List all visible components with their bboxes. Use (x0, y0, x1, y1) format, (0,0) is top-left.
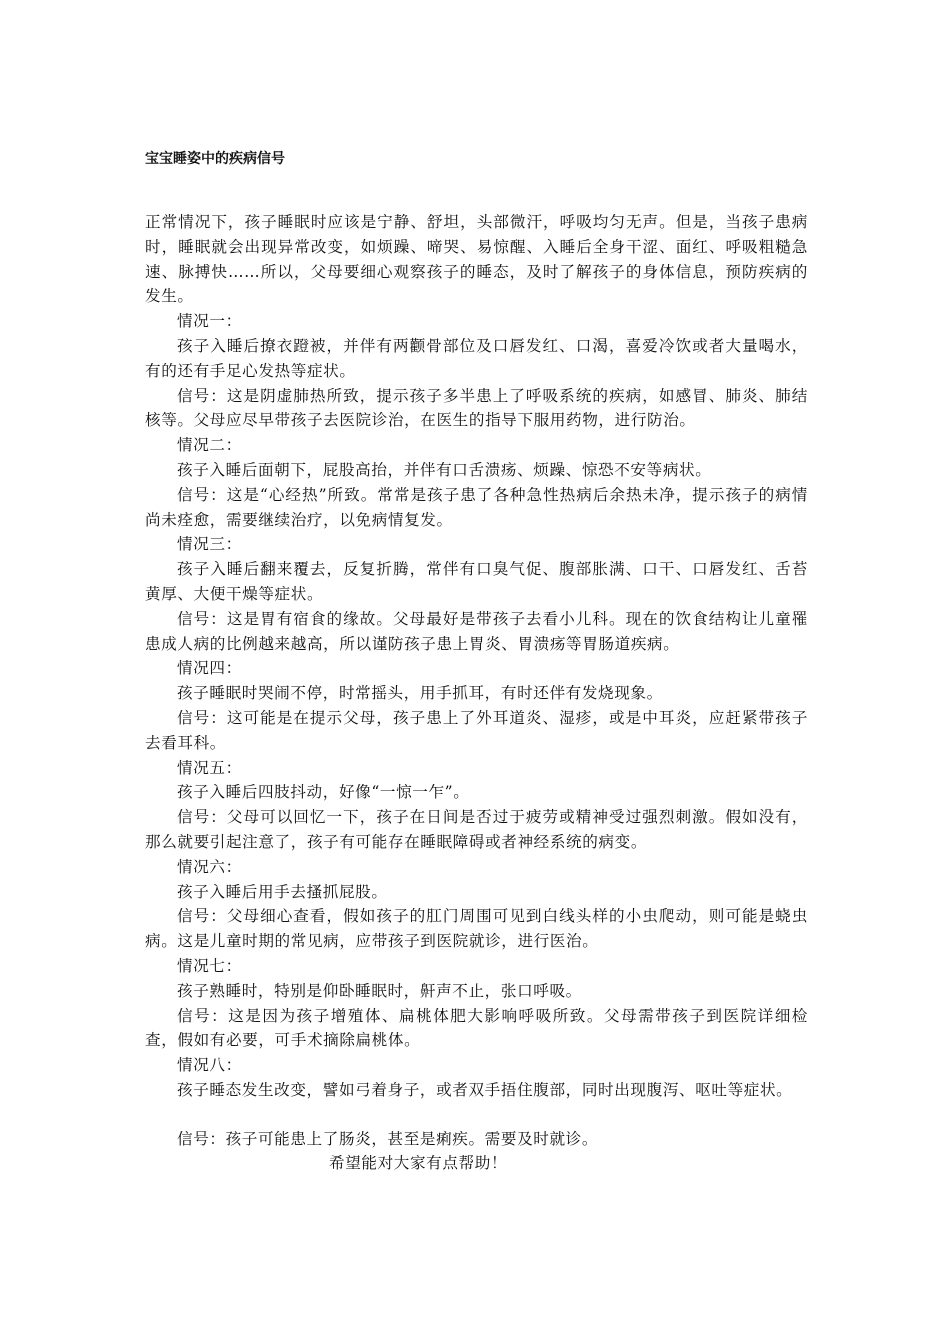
case-3-symptom: 孩子入睡后翻来覆去，反复折腾，常伴有口臭气促、腹部胀满、口干、口唇发红、舌苔黄厚、大便干燥等症状。 (145, 560, 808, 603)
case-6-heading: 情况六： (177, 857, 242, 876)
case-5-signal: 信号：父母可以回忆一下，孩子在日间是否过于疲劳或精神受过强烈刺激。假如没有，那么就要引起注意了，孩子有可能存在睡眠障碍或者神经系统的病变。 (145, 808, 808, 851)
case-4-symptom: 孩子睡眠时哭闹不停，时常摇头，用手抓耳，有时还伴有发烧现象。 (177, 684, 663, 703)
case-8-heading: 情况八： (177, 1056, 242, 1075)
case-2-symptom: 孩子入睡后面朝下，屁股高抬，并伴有口舌溃疡、烦躁、惊恐不安等病状。 (177, 460, 712, 479)
case-4-signal: 信号：这可能是在提示父母，孩子患上了外耳道炎、湿疹，或是中耳炎，应赶紧带孩子去看耳科。 (145, 708, 808, 752)
case-7-heading: 情况七： (177, 956, 242, 975)
case-3-signal: 信号：这是胃有宿食的缘故。父母最好是带孩子去看小儿科。现在的饮食结构让儿童罹患成人病的比例越来越高，所以谨防孩子患上胃炎、胃溃疡等胃肠道疾病。 (145, 609, 808, 653)
case-1-heading: 情况一： (177, 312, 242, 331)
case-7-symptom: 孩子熟睡时，特别是仰卧睡眠时，鼾声不止，张口呼吸。 (177, 981, 582, 1000)
document-title: 宝宝睡姿中的疾病信号 (145, 151, 285, 167)
closing-line: 希望能对大家有点帮助！ (329, 1154, 508, 1173)
case-2-heading: 情况二： (177, 436, 242, 455)
case-5-heading: 情况五： (177, 758, 242, 777)
case-1-signal: 信号：这是阴虚肺热所致，提示孩子多半患上了呼吸系统的疾病，如感冒、肺炎、肺结核等。父母应尽早带孩子去医院诊治，在医生的指导下服用药物，进行防治。 (145, 386, 808, 430)
case-4-heading: 情况四： (177, 659, 242, 678)
intro-paragraph: 正常情况下，孩子睡眠时应该是宁静、舒坦，头部微汗，呼吸均匀无声。但是，当孩子患病时，睡眠就会出现异常改变，如烦躁、啼哭、易惊醒、入睡后全身干涩、面红、呼吸粗糙急速、脉搏快……所以，父母要细心观察孩子的睡态，及时了解孩子的身体信息，预防疾病的发生。 (145, 213, 808, 306)
case-7-signal: 信号：这是因为孩子增殖体、扁桃体肥大影响呼吸所致。父母需带孩子到医院详细检查，假如有必要，可手术摘除扁桃体。 (145, 1006, 808, 1050)
case-6-symptom: 孩子入睡后用手去搔抓屁股。 (177, 882, 388, 901)
document-body (145, 210, 808, 1176)
case-8-symptom: 孩子睡态发生改变，譬如弓着身子，或者双手捂住腹部，同时出现腹泻、呕吐等症状。 (177, 1080, 793, 1099)
case-8-signal: 信号：孩子可能患上了肠炎，甚至是痢疾。需要及时就诊。 (177, 1129, 599, 1148)
case-2-signal: 信号：这是“心经热”所致。常常是孩子患了各种急性热病后余热未净，提示孩子的病情尚未痊愈，需要继续治疗，以免病情复发。 (145, 485, 808, 529)
case-3-heading: 情况三： (177, 535, 242, 554)
case-6-signal: 信号：父母细心查看，假如孩子的肛门周围可见到白线头样的小虫爬动，则可能是蛲虫病。这是儿童时期的常见病，应带孩子到医院就诊，进行医治。 (145, 907, 808, 951)
case-1-symptom: 孩子入睡后撩衣蹬被，并伴有两颧骨部位及口唇发红、口渴，喜爱冷饮或者大量喝水，有的还有手足心发热等症状。 (145, 336, 808, 380)
case-5-symptom: 孩子入睡后四肢抖动，好像“一惊一乍”。 (177, 783, 470, 802)
